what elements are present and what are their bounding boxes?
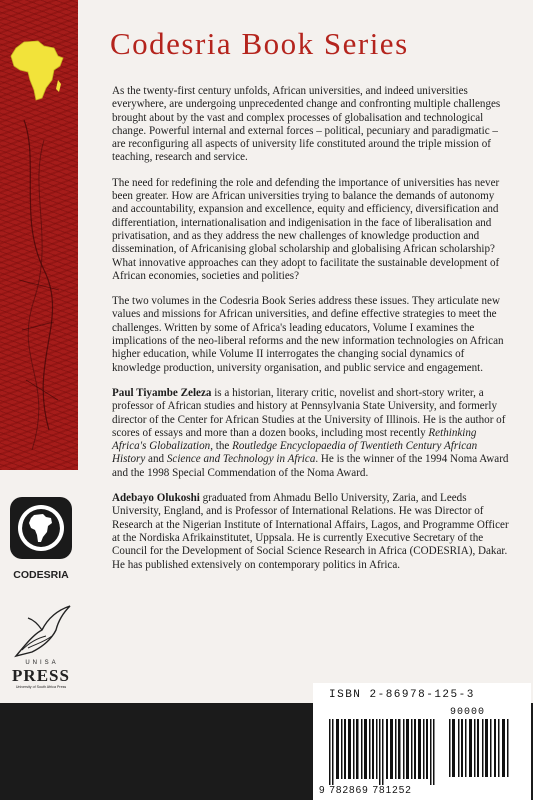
press-label: PRESS [12, 666, 70, 685]
unisa-bird-icon [12, 604, 74, 660]
unisa-subtitle: University of South Africa Press [15, 685, 67, 689]
bio-text: , the [210, 440, 233, 453]
book-title: Rethinking Africa's Globalization [112, 426, 477, 453]
barcode-panel [313, 683, 531, 800]
codesria-logo-label: CODESRIA [13, 569, 69, 581]
bio-text: . He is the winner of the 1994 Noma Award and the 1998 Special Commendation of the Noma Award. [112, 453, 509, 479]
series-title: Codesria Book Series [110, 26, 409, 61]
decorative-red-strip [0, 0, 78, 470]
blurb-text [112, 85, 512, 584]
bio-text: graduated from Ahmadu Bello University, Zaria, and Leeds University, England, and is Professor of International Relations. He was Director of Research at the Nigerian Institute of International Affairs, Lagos, and Programme Officer at the Nordiska Afrikainstitutet, Uppsala. He is currently Executive Secretary of the Council for the Development of Social Science Research in Africa (CODESRIA), Dakar. He has published extensively on contemporary politics in Africa. [112, 492, 509, 571]
author-name: Adebayo Olukoshi [112, 492, 200, 505]
bio-olukoshi [112, 492, 512, 572]
questions-paragraph: The need for redefining the role and defending the importance of universities has never been greater. How are African universities trying to balance the demands of autonomy and accountability, expansion and excellence, equity and efficiency, diversification and differentiation, internationalisation and indigenisation in the face of liberalisation and privatisation, and as they address the new challenges of knowledge production and dissemination, of Africanising global scholarship and globalising African scholarship? What innovative approaches can they adopt to facilitate the sustainable development of African economies, societies and polities? [112, 176, 500, 282]
author-name: Paul Tiyambe Zeleza [112, 386, 212, 399]
ean-barcode-icon [329, 719, 437, 785]
africa-map-icon [10, 40, 64, 102]
intro-paragraph: As the twenty-first century unfolds, African universities, and indeed universities everywhere, are undergoing unprecedented change and confronting multiple challenges brought about by the vast and complex processes of globalisation and technological change. Powerful internal and external forces – political, pecuniary and paradigmatic – are reconfiguring all aspects of university life constituted around the triple mission of teaching, research and service. [112, 85, 501, 164]
addon-barcode-icon [449, 719, 509, 777]
barcode-number: 9 782869 781252 [319, 785, 412, 796]
isbn-text: ISBN 2-86978-125-3 [329, 689, 475, 701]
volumes-paragraph: The two volumes in the Codesria Book Series address these issues. They articulate new values and missions for African universities, and define effective strategies to meet the challenges. Written by some of Africa's leading educators, Volume I examines the implications of the neo-liberal reforms and the new information technologies on African higher education, while Volume II interrogates the changing social dynamics of knowledge production, university organisation, and public service and engagement. [112, 295, 504, 374]
bio-text: is a historian, literary critic, novelist and short-story writer, a professor of African studies and history at Pennsylvania State University, and formerly director of the Center for African Studies at the University of Illinois. He is the author of scores of essays and more than a dozen books, including most recently [112, 386, 506, 439]
price-code: 90000 [450, 707, 486, 718]
bio-zeleza [112, 387, 512, 480]
book-title: Science and Technology in Africa [166, 453, 316, 466]
book-title: Routledge Encyclopaedia of Twentieth Century African History [112, 440, 478, 466]
bio-text: and [145, 453, 167, 466]
unisa-label: UNISA [25, 660, 59, 666]
sketch-lines-decoration [14, 100, 64, 460]
codesria-logo-icon [10, 497, 72, 559]
